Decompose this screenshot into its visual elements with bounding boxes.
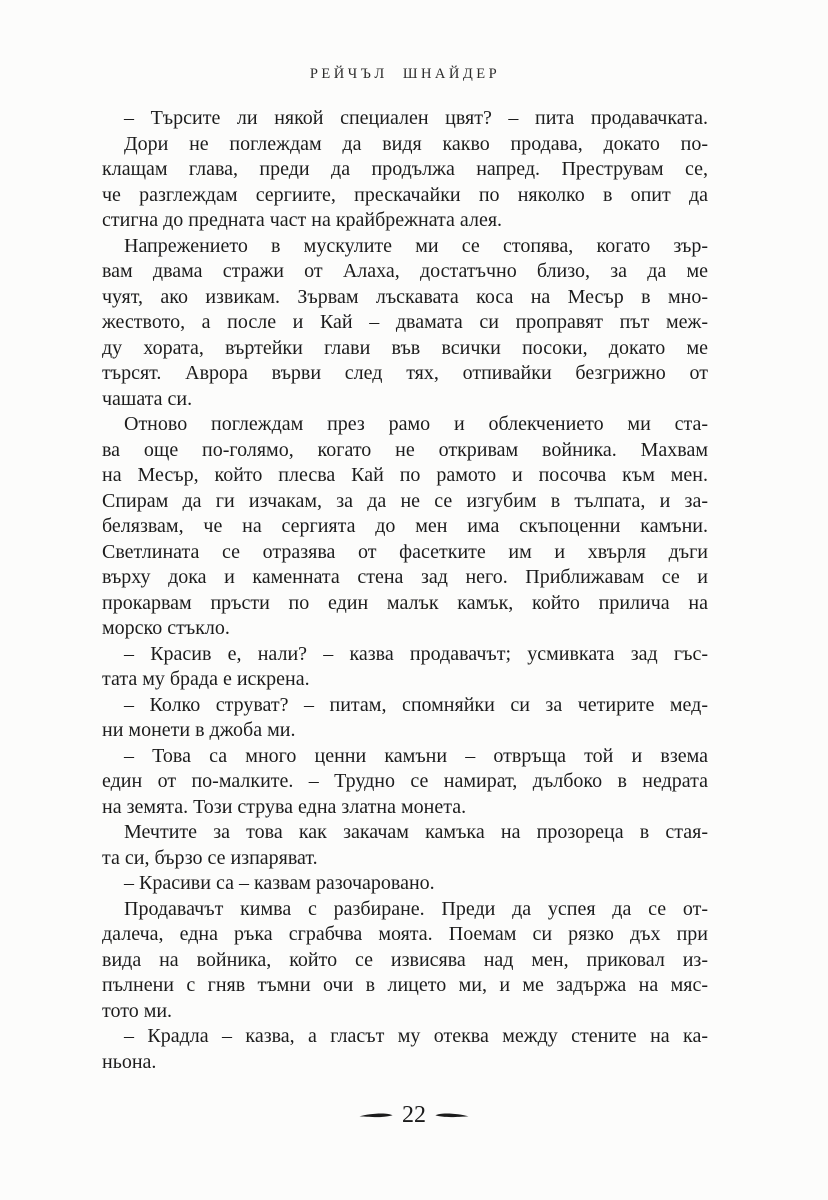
body-line: Отново поглеждам през рамо и облекчението ми ста- — [124, 413, 708, 435]
body-line: пълнени с гняв тъмни очи в лицето ми, и ме задържа на мяс- — [102, 974, 708, 996]
body-line: Напрежението в мускулите ми се стопява, когато зър- — [124, 234, 708, 257]
body-line: един от по-малките. – Трудно се намират, дълбоко в недрата — [102, 770, 708, 792]
body-line: – Красив е, нали? – казва продавачът; усмивката зад гъс- — [124, 642, 708, 665]
body-line: Дори не поглеждам да видя какво продава, докато по- — [124, 132, 708, 155]
body-line: далеча, една ръка сграбчва моята. Поемам си рязко дъх при — [102, 923, 708, 945]
body-line: на Месър, който плесва Кай по рамото и посочва към мен. — [102, 464, 708, 486]
tapered-dash-left-icon — [359, 1110, 393, 1120]
tapered-dash-right-icon — [435, 1110, 469, 1120]
body-line: ни монети в джоба ми. — [102, 719, 296, 741]
body-line: – Това са много ценни камъни – отвръща той и взема — [124, 744, 708, 767]
body-line: ва още по-голямо, когато не откривам войника. Махвам — [102, 438, 708, 461]
body-line: чуят, ако извикам. Зървам лъскавата коса на Месър в мно- — [102, 285, 708, 308]
page-footer — [0, 1102, 828, 1128]
body-line: вида на войника, който се извисява над мен, приковал из- — [102, 948, 708, 971]
body-line: ньона. — [102, 1050, 157, 1073]
body-line: морско стъкло. — [102, 617, 230, 639]
body-line: стигна до предната част на крайбрежната алея. — [102, 209, 503, 231]
body-line: Мечтите за това как закачам камъка на прозореца в стая- — [124, 821, 708, 843]
body-line: белязвам, че на сергията до мен има скъпоценни камъни. — [102, 515, 708, 537]
body-line: та си, бързо се изпаряват. — [102, 846, 318, 869]
body-line: Продавачът кимва с разбиране. Преди да успея да се от- — [124, 897, 708, 920]
body-line: върху дока и каменната стена зад него. Приближавам се и — [102, 566, 708, 588]
body-line: Светлината се отразява от фасетките им и хвърля дъги — [102, 540, 708, 563]
body-line: търсят. Аврора върви след тях, отпивайки безгрижно от — [102, 362, 708, 384]
page-body — [102, 106, 708, 1075]
body-line: вам двама стражи от Алаха, достатъчно близо, за да ме — [102, 260, 708, 282]
body-line: – Красиви са – казвам разочаровано. — [124, 872, 435, 894]
body-line: чашата си. — [102, 387, 193, 410]
body-line: – Търсите ли някой специален цвят? – пита продавачката. — [124, 107, 708, 129]
body-line: – Колко струват? – питам, спомняйки си за четирите мед- — [124, 693, 708, 716]
body-line: – Крадла – казва, а гласът му отеква между стените на ка- — [124, 1025, 708, 1047]
body-line: ду хората, въртейки глави във всички посоки, докато ме — [102, 336, 708, 359]
body-line: клащам глава, преди да продължа напред. Преструвам се, — [102, 158, 708, 180]
body-line: тото ми. — [102, 999, 173, 1022]
body-line: прокарвам пръсти по един малък камък, който прилича на — [102, 591, 708, 614]
page-number: 22 — [402, 1102, 426, 1128]
body-line: на земята. Този струва една златна монета. — [102, 795, 467, 818]
body-line: че разглеждам сергиите, прескачайки по няколко в опит да — [102, 183, 708, 206]
running-header: РЕЙЧЪЛ ШНАЙДЕР — [309, 66, 501, 82]
body-line: тата му брада е искрена. — [102, 668, 310, 690]
body-line: Спирам да ги изчакам, за да не се изгубим в тълпата, и за- — [102, 489, 708, 512]
body-line: жеството, а после и Кай – двамата си проправят път меж- — [102, 311, 708, 333]
